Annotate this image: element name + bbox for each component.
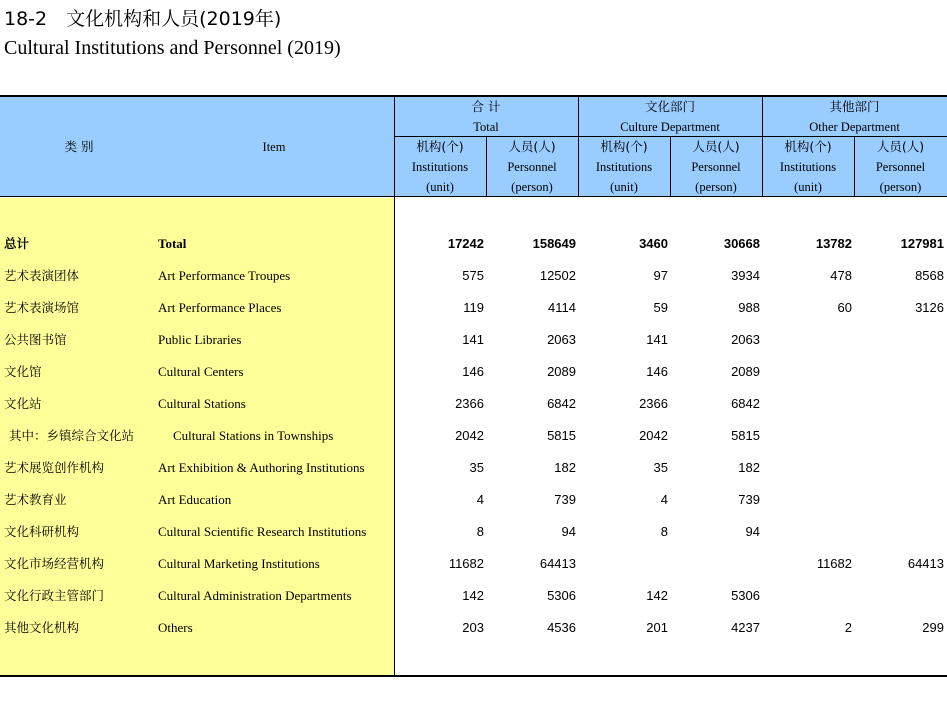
row-item-en: Cultural Administration Departments xyxy=(158,588,352,603)
table-row xyxy=(0,618,947,650)
row-item-en: Cultural Centers xyxy=(158,364,244,379)
cell-culture-institutions: 97 xyxy=(653,268,668,283)
cell-other-institutions: 2 xyxy=(844,620,852,635)
cell-total-personnel: 739 xyxy=(554,492,576,507)
cell-culture-institutions: 2366 xyxy=(639,396,668,411)
table-row xyxy=(0,490,947,522)
cell-culture-personnel: 94 xyxy=(745,524,760,539)
cell-culture-personnel: 739 xyxy=(738,492,760,507)
cell-culture-institutions: 8 xyxy=(660,524,668,539)
table-row xyxy=(0,298,947,330)
row-category-cn: 总计 xyxy=(4,236,30,251)
cell-culture-personnel: 182 xyxy=(738,460,760,475)
sub-institutions-en: Institutions xyxy=(411,160,469,174)
cell-culture-institutions: 4 xyxy=(660,492,668,507)
table-row xyxy=(0,234,947,266)
cell-other-personnel: 127981 xyxy=(900,236,944,251)
cell-total-institutions: 4 xyxy=(476,492,484,507)
cell-total-personnel: 5306 xyxy=(547,588,576,603)
sub-institutions-unit: (unit) xyxy=(610,180,638,194)
row-category-cn: 其中：乡镇综合文化站 xyxy=(9,428,135,443)
cell-culture-personnel: 5306 xyxy=(731,588,760,603)
cell-total-personnel: 4114 xyxy=(548,300,576,315)
sub-personnel-en: Personnel xyxy=(875,160,926,174)
cell-other-institutions: 478 xyxy=(830,268,852,283)
row-category-cn: 文化科研机构 xyxy=(4,524,80,539)
row-item-en: Others xyxy=(158,620,193,635)
cell-culture-institutions: 141 xyxy=(646,332,668,347)
row-category-cn: 公共图书馆 xyxy=(4,332,67,347)
row-item-en: Art Education xyxy=(158,492,232,507)
group-total-cn: 合 计 xyxy=(471,99,501,114)
cell-total-personnel: 94 xyxy=(561,524,576,539)
sub-personnel-en: Personnel xyxy=(691,160,741,174)
cell-culture-personnel: 3934 xyxy=(731,268,760,283)
row-item-en: Cultural Scientific Research Institutions xyxy=(158,524,367,539)
cell-total-personnel: 6842 xyxy=(547,396,576,411)
cell-total-personnel: 2089 xyxy=(547,364,576,379)
cell-total-institutions: 17242 xyxy=(447,236,484,251)
cell-total-personnel: 182 xyxy=(554,460,576,475)
row-item-en: Art Performance Places xyxy=(158,300,282,315)
cell-other-personnel: 8568 xyxy=(915,268,944,283)
sub-personnel-cn: 人员(人) xyxy=(508,139,556,154)
table-bottom-rule xyxy=(0,675,947,677)
group-other-en: Other Department xyxy=(809,120,900,134)
cell-culture-institutions: 142 xyxy=(646,588,668,603)
cell-culture-personnel: 988 xyxy=(738,300,760,315)
table-row xyxy=(0,522,947,554)
header-item-en: Item xyxy=(262,140,286,154)
row-category-cn: 文化行政主管部门 xyxy=(4,588,105,603)
cell-total-institutions: 141 xyxy=(462,332,484,347)
cell-culture-personnel: 2089 xyxy=(731,364,760,379)
sub-institutions-cn: 机构(个) xyxy=(416,139,464,154)
page-title-cn: 18-2 文化机构和人员(2019年) xyxy=(4,8,282,30)
table-row xyxy=(0,330,947,362)
cell-culture-personnel: 5815 xyxy=(731,428,760,443)
cell-total-institutions: 2366 xyxy=(455,396,484,411)
cell-culture-personnel: 30668 xyxy=(723,236,760,251)
row-category-cn: 其他文化机构 xyxy=(4,620,80,635)
cell-culture-personnel: 4237 xyxy=(731,620,760,635)
page-title-en: Cultural Institutions and Personnel (2019) xyxy=(4,37,341,59)
cell-total-personnel: 4536 xyxy=(547,620,576,635)
cell-other-institutions: 11682 xyxy=(816,556,852,571)
sub-institutions-unit: (unit) xyxy=(794,180,822,194)
cell-other-personnel: 64413 xyxy=(907,556,944,571)
table-row xyxy=(0,266,947,298)
cell-total-institutions: 146 xyxy=(462,364,484,379)
row-item-en: Art Performance Troupes xyxy=(158,268,291,283)
sub-institutions-en: Institutions xyxy=(595,160,653,174)
sub-institutions-cn: 机构(个) xyxy=(600,139,648,154)
cell-total-institutions: 203 xyxy=(462,620,484,635)
table-row xyxy=(0,394,947,426)
row-item-en: Public Libraries xyxy=(158,332,242,347)
sub-institutions-en: Institutions xyxy=(779,160,837,174)
sub-institutions-cn: 机构(个) xyxy=(784,139,832,154)
cell-total-institutions: 11682 xyxy=(448,556,484,571)
cell-total-personnel: 2063 xyxy=(547,332,576,347)
group-culture-cn: 文化部门 xyxy=(644,99,695,114)
cell-total-institutions: 575 xyxy=(462,268,484,283)
cell-other-institutions: 13782 xyxy=(815,236,852,251)
sub-personnel-unit: (person) xyxy=(511,180,553,194)
cell-other-institutions: 60 xyxy=(837,300,852,315)
table-row xyxy=(0,586,947,618)
row-category-cn: 文化馆 xyxy=(4,364,42,379)
cell-total-personnel: 12502 xyxy=(539,268,576,283)
cell-culture-institutions: 146 xyxy=(646,364,668,379)
cell-total-institutions: 35 xyxy=(469,460,484,475)
row-category-cn: 艺术表演场馆 xyxy=(4,300,80,315)
cell-culture-institutions: 2042 xyxy=(639,428,668,443)
cell-total-institutions: 119 xyxy=(463,300,484,315)
cell-culture-personnel: 2063 xyxy=(731,332,760,347)
cell-culture-institutions: 3460 xyxy=(639,236,668,251)
sub-personnel-cn: 人员(人) xyxy=(876,139,925,154)
cell-culture-personnel: 6842 xyxy=(731,396,760,411)
row-category-cn: 艺术展览创作机构 xyxy=(4,460,105,475)
sub-personnel-unit: (person) xyxy=(879,180,922,194)
cell-total-personnel: 5815 xyxy=(547,428,576,443)
group-other-cn: 其他部门 xyxy=(829,99,880,114)
cell-total-institutions: 8 xyxy=(476,524,484,539)
cell-other-personnel: 3126 xyxy=(915,300,944,315)
row-category-cn: 文化市场经营机构 xyxy=(4,556,105,571)
table-row xyxy=(0,458,947,490)
row-item-en: Total xyxy=(158,236,187,251)
cell-culture-institutions: 35 xyxy=(653,460,668,475)
table-row xyxy=(0,426,947,458)
group-total-en: Total xyxy=(473,120,499,134)
cell-total-institutions: 142 xyxy=(462,588,484,603)
row-item-en: Cultural Stations in Townships xyxy=(173,428,334,443)
table-row xyxy=(0,362,947,394)
cell-culture-institutions: 59 xyxy=(653,300,668,315)
table-row xyxy=(0,554,947,586)
cell-total-institutions: 2042 xyxy=(455,428,484,443)
row-item-en: Cultural Stations xyxy=(158,396,246,411)
header-category-cn: 类 别 xyxy=(64,139,94,154)
row-category-cn: 艺术教育业 xyxy=(4,492,67,507)
sub-personnel-cn: 人员(人) xyxy=(692,139,740,154)
sub-personnel-unit: (person) xyxy=(695,180,737,194)
cell-other-personnel: 299 xyxy=(922,620,944,635)
row-category-cn: 艺术表演团体 xyxy=(4,268,80,283)
cell-culture-institutions: 201 xyxy=(646,620,668,635)
row-item-en: Cultural Marketing Institutions xyxy=(158,556,320,571)
row-item-en: Art Exhibition & Authoring Institutions xyxy=(158,460,365,475)
group-culture-en: Culture Department xyxy=(620,120,720,134)
cell-total-personnel: 158649 xyxy=(532,236,576,251)
row-category-cn: 文化站 xyxy=(4,396,42,411)
sub-institutions-unit: (unit) xyxy=(426,180,454,194)
cell-total-personnel: 64413 xyxy=(539,556,576,571)
sub-personnel-en: Personnel xyxy=(507,160,557,174)
